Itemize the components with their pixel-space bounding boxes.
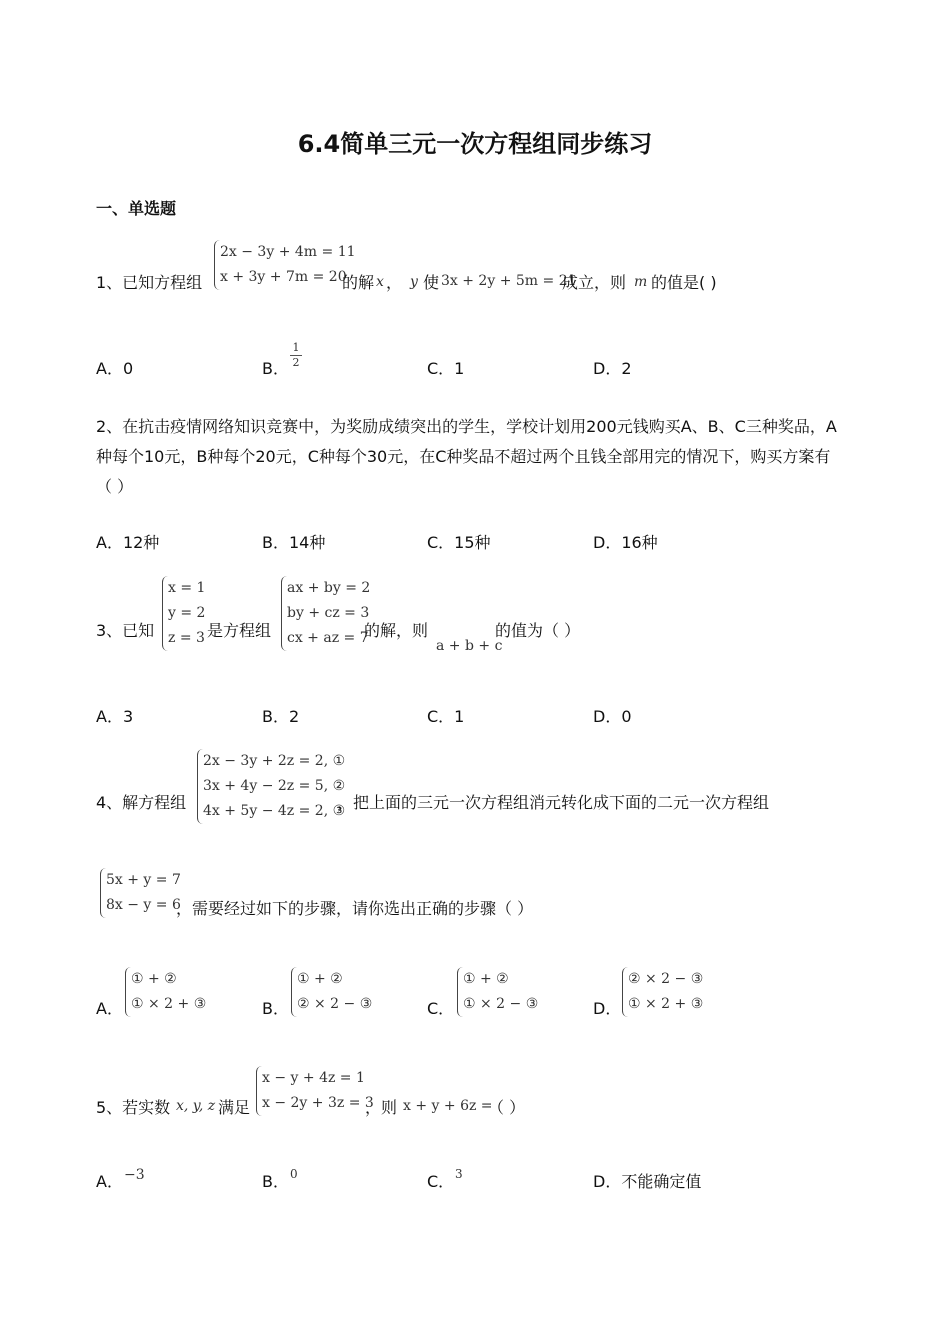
q3-eq3: cx + az = 7: [287, 630, 369, 646]
q3-eq2: by + cz = 3: [287, 605, 370, 621]
q2-option-c: C．15种: [427, 533, 491, 552]
q5-system: [256, 1066, 374, 1116]
q5-option-d: D．不能确定值: [593, 1172, 702, 1191]
q4-option-d-label: D．: [593, 999, 622, 1018]
q4-eq2: 3x + 4y − 2z = 5, ②: [203, 778, 346, 794]
q1-var-x: x: [376, 274, 384, 290]
q1-frac-den: 2: [292, 356, 300, 369]
q3-sol-x: x = 1: [168, 580, 206, 596]
q1-suffix: 的值是( ): [651, 273, 717, 292]
q1-eq1: 2x − 3y + 4m = 11: [220, 244, 356, 260]
q4-option-a-label: A．: [96, 999, 123, 1018]
q4-eq3: 4x + 5y − 4z = 2, ③: [203, 803, 346, 819]
q1-option-b-fraction: [290, 342, 302, 369]
q1-eq2: x + 3y + 7m = 20: [220, 269, 347, 285]
q5-eq2: x − 2y + 3z = 3: [262, 1095, 374, 1111]
q1-equation: 3x + 2y + 5m = 21: [441, 273, 577, 289]
q5-option-a-value: −3: [124, 1167, 145, 1183]
q2-text: 2、在抗击疫情网络知识竞赛中，为奖励成绩突出的学生，学校计划用200元钱购买A、B、C三种奖品，A种每个10元，B种每个20元，C种每个30元，在C种奖品不超过两个且钱全部用完的情况下，购买方案有（ ）: [96, 417, 837, 496]
q3-sol-y: y = 2: [168, 605, 206, 621]
q5-option-c-label: C．: [427, 1172, 455, 1191]
q4-target-system: [100, 868, 181, 918]
q4-option-c-label: C．: [427, 999, 455, 1018]
q4-option-c-step2: ① × 2 − ③: [463, 996, 539, 1012]
q4-prefix: 4、解方程组: [96, 793, 187, 812]
q3-option-a: A．3: [96, 707, 134, 726]
q5-option-c-value: 3: [455, 1167, 463, 1181]
q4-system: [197, 749, 345, 824]
q5-mid2: ，则: [365, 1098, 398, 1117]
q5-eq1: x − y + 4z = 1: [262, 1070, 365, 1086]
q5-prefix: 5、若实数: [96, 1098, 171, 1117]
q3-prefix: 3、已知: [96, 621, 155, 640]
q3-eq1: ax + by = 2: [287, 580, 371, 596]
q3-equation-system: [281, 576, 370, 651]
q4-option-b-step2: ② × 2 − ③: [297, 996, 373, 1012]
page-title: 6.4简单三元一次方程组同步练习: [297, 130, 653, 158]
q3-mid2: 的解，则: [364, 621, 429, 640]
section-heading: 一、单选题: [96, 199, 177, 218]
q4-option-a-step1: ① + ②: [131, 971, 177, 987]
q4-option-d-steps: [622, 967, 703, 1017]
q5-vars: x, y, z: [176, 1098, 216, 1114]
q1-option-c: C．1: [427, 359, 465, 378]
q3-suffix: 的值为（ ）: [495, 621, 581, 640]
q1-mid2: 使: [423, 273, 440, 292]
q3-option-c: C．1: [427, 707, 465, 726]
q3-option-d: D．0: [593, 707, 632, 726]
q4-option-a-steps: [125, 967, 206, 1017]
q4-option-b-label: B．: [262, 999, 289, 1018]
q5-expression: x + y + 6z =: [403, 1098, 493, 1114]
q1-var-m: m: [634, 274, 648, 290]
q1-prefix: 1、已知方程组: [96, 273, 203, 292]
q1-mid1: 的解: [342, 273, 375, 292]
q1-option-d: D．2: [593, 359, 632, 378]
q4-option-a-step2: ① × 2 + ③: [131, 996, 207, 1012]
q4-suffix: ，需要经过如下的步骤，请你选出正确的步骤（ ）: [176, 899, 534, 918]
q3-solution-system: [162, 576, 205, 651]
q4-option-d-step2: ① × 2 + ③: [628, 996, 704, 1012]
q3-mid1: 是方程组: [207, 621, 272, 640]
q2-option-a: A．12种: [96, 533, 160, 552]
q4-mid: ，把上面的三元一次方程组消元转化成下面的二元一次方程组: [337, 793, 770, 812]
q5-option-b-label: B．: [262, 1172, 289, 1191]
q5-option-a-label: A．: [96, 1172, 123, 1191]
q5-mid1: 满足: [218, 1098, 251, 1117]
q4-option-b-step1: ① + ②: [297, 971, 343, 987]
q2-option-d: D．16种: [593, 533, 658, 552]
q1-var-y: y: [410, 274, 418, 290]
q4-option-d-step1: ② × 2 − ③: [628, 971, 704, 987]
q4-option-c-step1: ① + ②: [463, 971, 509, 987]
q4-target-eq2: 8x − y = 6: [106, 897, 181, 913]
q3-option-b: B．2: [262, 707, 300, 726]
q1-option-a: A．0: [96, 359, 134, 378]
q4-option-c-steps: [457, 967, 538, 1017]
q5-suffix: （ ）: [488, 1098, 526, 1117]
q1-comma: ，: [386, 273, 403, 292]
q1-frac-num: 1: [292, 341, 300, 354]
q4-target-eq1: 5x + y = 7: [106, 872, 181, 888]
q3-expression: a + b + c: [436, 638, 503, 654]
q4-option-b-steps: [291, 967, 372, 1017]
q3-sol-z: z = 3: [168, 630, 205, 646]
q1-mid3: 成立，则: [562, 273, 627, 292]
q2-option-b: B．14种: [262, 533, 326, 552]
q5-option-b-value: 0: [290, 1167, 298, 1181]
q4-eq1: 2x − 3y + 2z = 2, ①: [203, 753, 346, 769]
q1-system: [214, 240, 356, 290]
q1-option-b-label: B．: [262, 359, 289, 378]
